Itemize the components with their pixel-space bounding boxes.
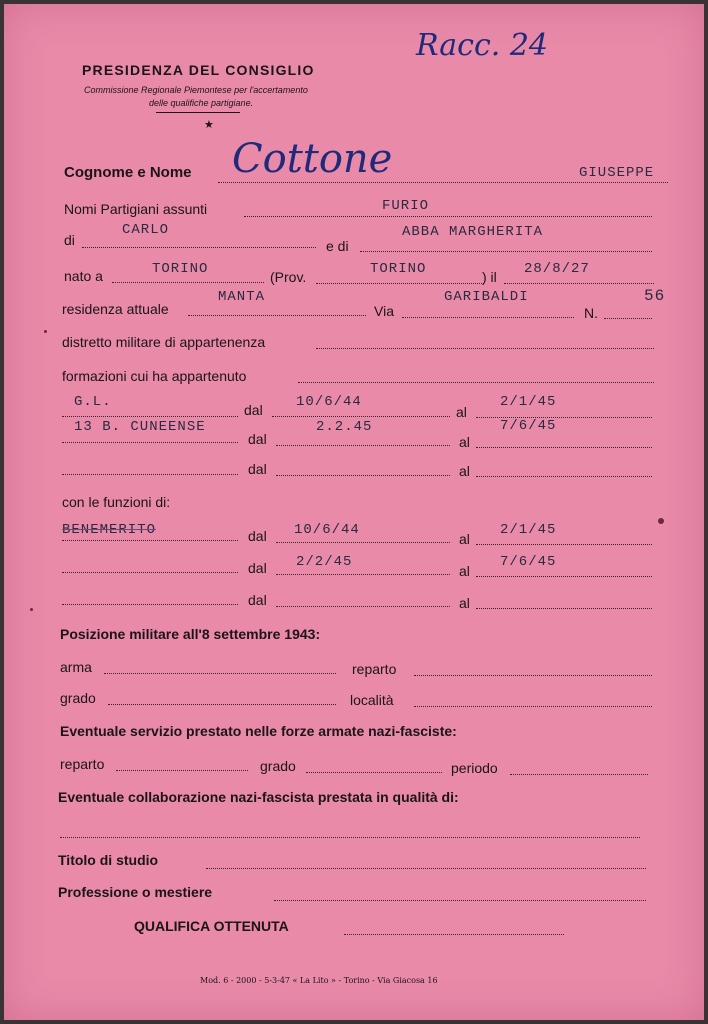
formation-2-to: 7/6/45 [500,418,557,434]
service-period-line [510,774,648,775]
arm-line [104,673,336,674]
function-2-to-line [476,576,652,577]
qualification-line [344,934,564,935]
formation-1-to-label: al [456,404,467,420]
father-label: di [64,232,75,248]
rank-line [108,704,336,705]
formation-1-name: G.L. [74,394,112,410]
function-2-line [62,572,238,573]
formation-2-from: 2.2.45 [316,419,373,435]
formation-2-to-label: al [459,434,470,450]
formation-1-from-line [272,416,450,417]
birthplace-line [112,282,264,283]
formation-2-from-line [276,445,450,446]
partisan-record-card [4,4,704,1020]
stain-mark [658,518,664,524]
function-1-to-line [476,544,652,545]
function-3-line [62,604,238,605]
partisan-name-value: FURIO [382,198,430,214]
formation-3-from-line [276,475,450,476]
formations-label: formazioni cui ha appartenuto [62,368,247,384]
function-1-from-label: dal [248,528,267,544]
formation-1-to: 2/1/45 [500,394,557,410]
mother-value: ABBA MARGHERITA [402,224,544,240]
formation-2-from-label: dal [248,431,267,447]
header-title: PRESIDENZA DEL CONSIGLIO [82,62,315,78]
province-line [316,283,484,284]
formation-3-to-label: al [459,463,470,479]
surname-line [218,182,668,183]
partisan-names-label: Nomi Partigiani assunti [64,201,208,217]
function-1-name: BENEMERITO [62,522,157,538]
number-value: 56 [644,287,666,305]
father-line [82,247,316,248]
formation-2-line [62,442,238,443]
formation-3-to-line [476,476,652,477]
number-label: N. [584,305,598,321]
function-2-from-label: dal [248,560,267,576]
stain-mark [44,330,47,333]
education-label: Titolo di studio [58,852,159,868]
print-imprint: Mod. 6 - 2000 - 5-3-47 « La Lito » - Torino - Via Giacosa 16 [200,976,438,985]
profession-line [274,900,646,901]
qualification-label: QUALIFICA OTTENUTA [134,918,289,934]
function-2-from-line [276,574,450,575]
service-period-label: periodo [451,760,498,776]
military-position-label: Posizione militare all'8 settembre 1943: [60,626,321,642]
rank-label: grado [60,690,96,706]
formation-2-to-line [476,447,652,448]
service-rank-label: grado [260,758,296,774]
province-label: (Prov. [270,269,307,285]
birthdate-line [504,283,654,284]
function-3-from-label: dal [248,592,267,608]
province-value: TORINO [370,261,427,277]
service-label: Eventuale servizio prestato nelle forze armate nazi-fasciste: [60,723,457,739]
service-unit-label: reparto [60,756,105,772]
formation-1-line [62,416,238,417]
street-label: Via [374,303,394,319]
locality-label: località [350,692,394,708]
mother-label: e di [326,238,349,254]
arm-label: arma [60,659,92,675]
function-3-from-line [276,606,450,607]
header-subtitle-1: Commissione Regionale Piemontese per l'accertamento [84,85,308,95]
collaboration-line [60,837,640,838]
locality-line [414,706,652,707]
archive-reference: Racc. 24 [416,28,549,63]
residence-value: MANTA [218,289,266,305]
surname-name-label: Cognome e Nome [64,164,192,181]
education-line [206,868,646,869]
function-3-to-label: al [459,595,470,611]
function-3-to-line [476,608,652,609]
formation-3-line [62,474,238,475]
surname-value: Cottone [232,136,393,182]
function-2-to: 7/6/45 [500,554,557,570]
header-subtitle-2: delle qualifiche partigiane. [149,98,254,108]
function-2-to-label: al [459,563,470,579]
function-1-line [62,540,238,541]
service-unit-line [116,770,248,771]
function-2-from: 2/2/45 [296,554,353,570]
birthdate-value: 28/8/27 [524,261,590,277]
collaboration-label: Eventuale collaborazione nazi-fascista prestata in qualità di: [58,789,459,805]
unit-line [414,675,652,676]
father-value: CARLO [122,222,170,238]
service-rank-line [306,772,442,773]
function-1-from: 10/6/44 [294,522,360,538]
formations-line [298,382,654,383]
unit-label: reparto [352,661,397,677]
stain-mark [30,608,33,611]
partisan-names-line [244,216,652,217]
first-name-value: GIUSEPPE [579,165,655,181]
star-icon: ★ [204,119,214,131]
mother-line [360,251,652,252]
profession-label: Professione o mestiere [58,884,213,900]
number-line [604,318,652,319]
function-1-to: 2/1/45 [500,522,557,538]
header-rule [156,112,240,113]
birthplace-label: nato a [64,268,103,284]
residence-label: residenza attuale [62,301,169,317]
formation-1-from-label: dal [244,402,263,418]
function-1-from-line [276,542,450,543]
district-label: distretto militare di appartenenza [62,334,266,350]
birthdate-label: ) il [482,269,497,285]
formation-1-from: 10/6/44 [296,394,362,410]
street-value: GARIBALDI [444,289,529,305]
street-line [402,317,574,318]
function-1-to-label: al [459,531,470,547]
residence-line [188,315,366,316]
district-line [316,348,654,349]
formation-2-name: 13 B. CUNEENSE [74,419,206,435]
functions-label: con le funzioni di: [62,494,171,510]
formation-3-from-label: dal [248,461,267,477]
birthplace-value: TORINO [152,261,209,277]
